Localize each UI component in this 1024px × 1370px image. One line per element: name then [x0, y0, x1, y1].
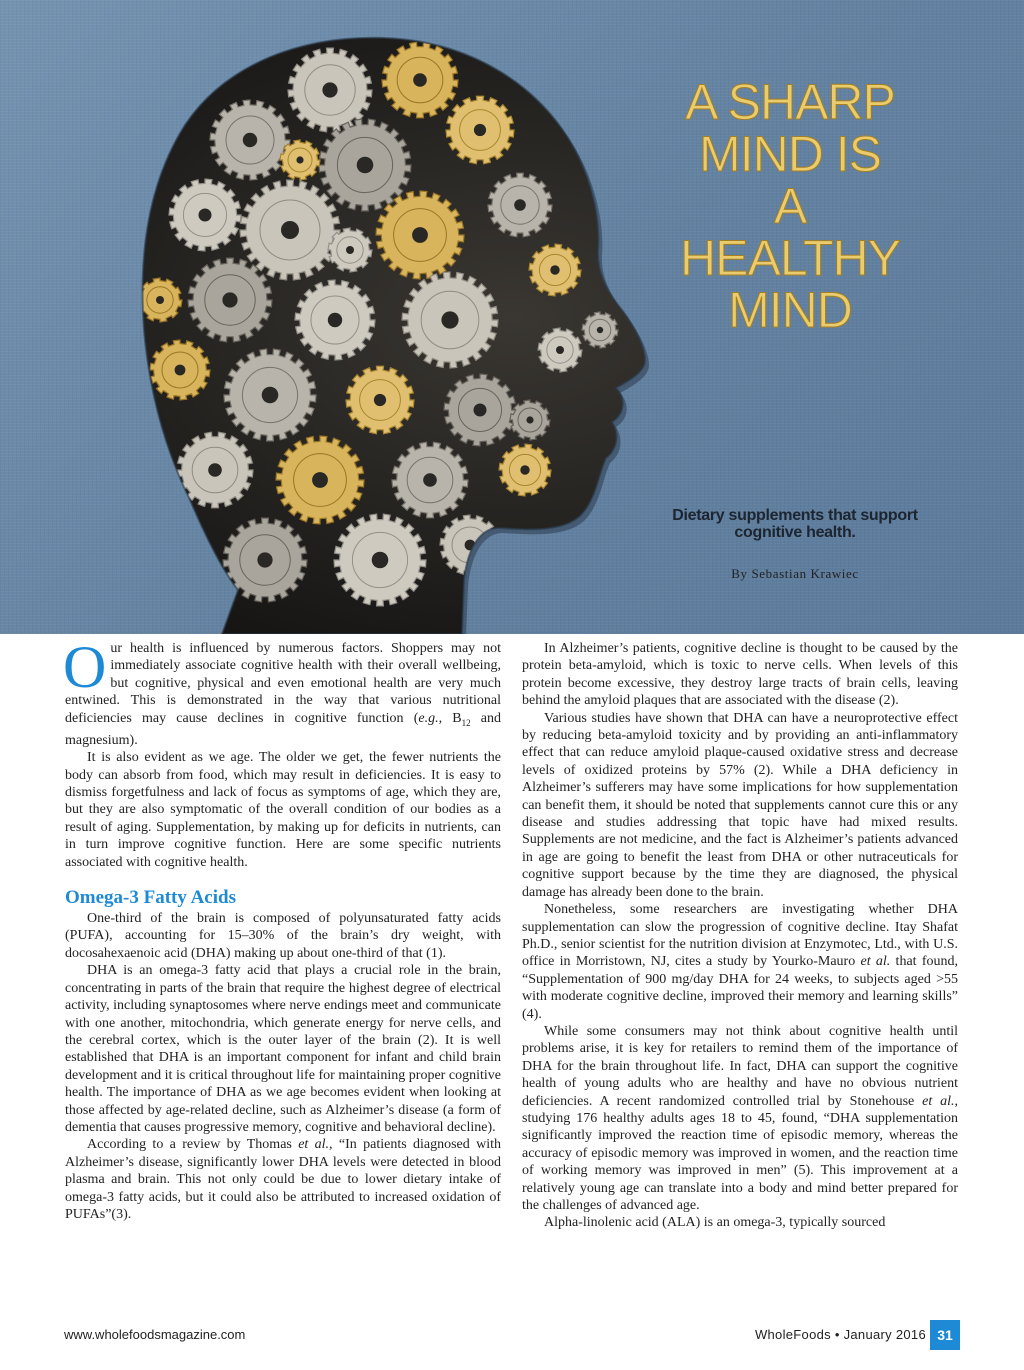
gear-shape: [169, 179, 241, 251]
drop-cap: O: [63, 634, 107, 700]
paragraph: In Alzheimer’s patients, cognitive decline is thought to be caused by the protein beta-amyloid, which is toxic to nerve cells. When levels of this protein become excessive, they destroy large tracts of brain cells, leaving behind the amyloid plaques that are associated with the disease (2).: [522, 641, 958, 709]
paragraph: While some consumers may not think about cognitive health until problems arise, it is key for retailers to remind them of the importance of DHA for the brain throughout life. In fact, DHA can support the cognitive health of young adults who are healthy and have no obvious nutrient deficiencies. A recent randomized controlled trial by Stonehouse et al., studying 176 healthy adults ages 18 to 45, found, “DHA supplementation significantly improved the reaction time of episodic memory, whereas the accuracy of episodic memory was improved in women, and the reaction time of working memory was improved in men” (5). This improvement at a relatively young age can translate into a body and mind better prepared for the challenges of advanced age.: [522, 1023, 959, 1213]
gear-shape: [499, 444, 551, 496]
page-number: 31: [930, 1320, 960, 1350]
footer-magazine-issue: WholeFoods • January 2016: [754, 1327, 926, 1342]
hero-image: [0, 0, 1024, 634]
paragraph: According to a review by Thomas et al., “In patients diagnosed with Alzheimer’s disease, significantly lower DHA levels were detected in blood plasma and brain. This not only could be due to lower dietary intake of omega-3 fatty acids, but it could also be attributed to increased oxidation of PUFAs”(3).: [65, 1137, 501, 1222]
paragraph: Nonetheless, some researchers are investigating whether DHA supplementation can slow the progression of cognitive decline. Itay Shafat Ph.D., senior scientist for the nutrition division at Enzymotec, Ltd., with U.S. office in Morristown, NJ, cites a study by Yourko-Mauro et al. that found, “Supplementation of 900 mg/day DHA for 24 weeks, to subjects aged >55 with moderate cognitive decline, improved their memory and learning skills” (4).: [522, 902, 958, 1022]
article-deck: Dietary supplements that support cognitive health.: [672, 507, 918, 541]
article-headline: [640, 76, 940, 336]
paragraph: Various studies have shown that DHA can have a neuroprotective effect by reducing beta-amyloid toxicity and by providing an anti-inflammatory effect that can reduce amyloid plaque-caused oxidative stress and decrease levels of oxidized proteins by 57% (2). While a DHA deficiency in Alzheimer’s sufferers may have some implications for how supplementation can benefit them, it should be noted that supplements cannot cure this or any disease and studies addressing that topic have had mixed results. Supplements are not medicine, and the fact is Alzheimer’s patients advanced in age are going to benefit the least from DHA or other nutraceuticals for cognitive support because by the time they are diagnosed, the physical damage has already been done to the brain.: [522, 710, 958, 900]
gear-shape: [529, 244, 581, 296]
paragraph: Our health is influenced by numerous factors. Shoppers may not immediately associate cognitive health with their overall wellbeing, but cognitive, physical and even emotional health are very much entwined. This is demonstrated in the way that various nutritional deficiencies may cause declines in cognitive function (e.g., $B_{12}$ and magnesium).: [63, 634, 502, 748]
headline-line: HEALTHY: [680, 230, 900, 286]
headline-line: MIND IS: [699, 126, 881, 182]
gear-shape: [276, 436, 364, 524]
byline: By Sebastian Krawiec: [731, 566, 859, 581]
footer-url: www.wholefoodsmagazine.com: [64, 1327, 246, 1342]
gear-shape: [376, 191, 464, 279]
section-heading: Omega-3 Fatty Acids: [65, 887, 236, 909]
paragraph: One-third of the brain is composed of polyunsaturated fatty acids (PUFA), accounting for 15–30% of the brain’s dry weight, with docosahexaenoic acid (DHA) making up about one-third of that (1).: [65, 911, 501, 961]
gear-shape: [444, 374, 516, 446]
headline-line: MIND: [728, 282, 852, 338]
paragraph: It is also evident as we age. The older we get, the fewer nutrients the body can absorb from food, which may result in deficiencies. It is easy to dismiss forgetfulness and lack of focus as symptoms of age, which they are, but they are also symptomatic of the overall condition of our bodies as a result of aging. Supplementation, by making up for deficits in nutrients, can in turn improve cognitive function. Here are some specific nutrients associated with cognitive health.: [65, 750, 501, 870]
article-column-left: [63, 634, 502, 1223]
headline-line: A: [773, 178, 807, 234]
headline-line: A SHARP: [685, 74, 895, 130]
article-column-right: [522, 640, 958, 1232]
paragraph: DHA is an omega-3 fatty acid that plays a crucial role in the brain, concentrating in parts of the brain that require the highest degree of electrical activity, including synaptosomes where nerve endings meet and communicate with one another, mitochondria, which generate energy for nerve cells, and the cerebral cortex, which is the outer layer of the brain (2). It is well established that DHA is an important component for infant and child brain development and it is critical throughout life for maintaining proper cognitive health. The importance of DHA as we age becomes evident when looking at those affected by age-related decline, such as Alzheimer’s disease (a form of dementia that causes progressive memory, cognitive and behavioral decline).: [65, 963, 501, 1135]
paragraph: Alpha-linolenic acid (ALA) is an omega-3, typically sourced: [544, 1215, 886, 1231]
